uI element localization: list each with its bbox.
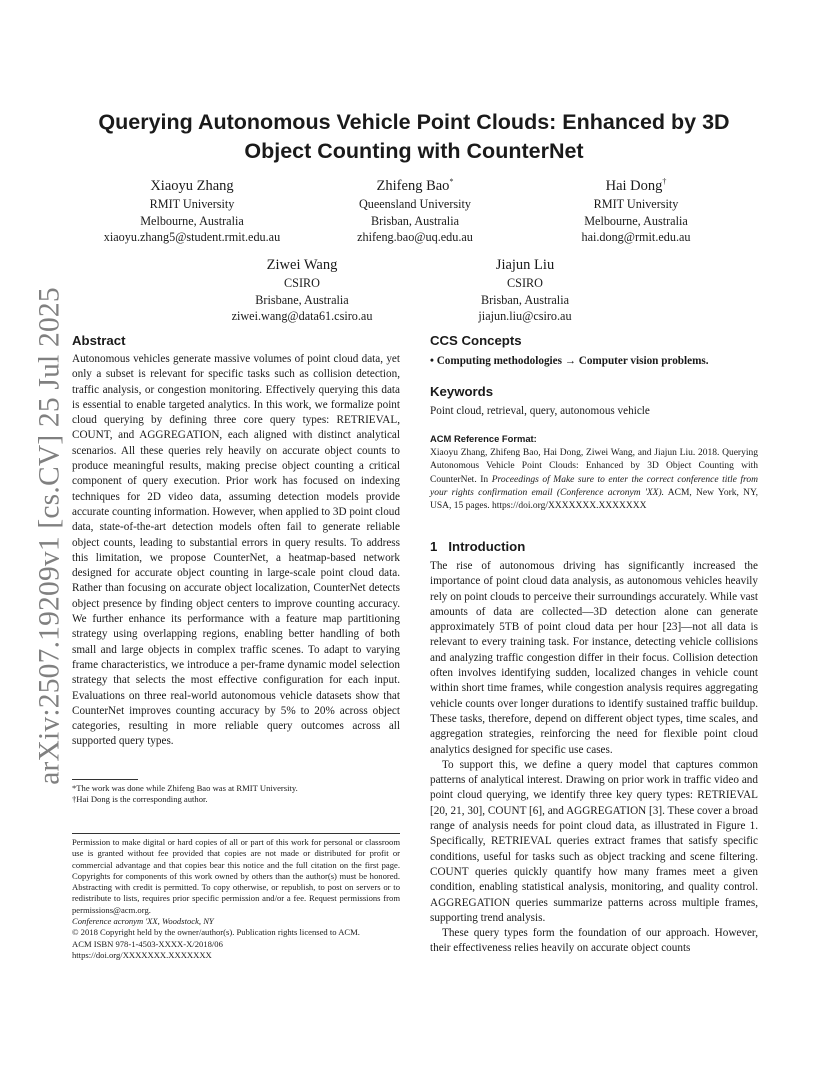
author-affiliation: CSIRO: [284, 276, 320, 290]
author-name: Ziwei Wang: [266, 257, 338, 273]
author-location: Melbourne, Australia: [140, 213, 244, 228]
author-location: Brisban, Australia: [370, 213, 459, 228]
isbn-line: ACM ISBN 978-1-4503-XXXX-X/2018/06: [72, 938, 223, 949]
introduction-paragraph-1: The rise of autonomous driving has significantly increased the importance of point cloud data analysis, as autonomous vehicles heavily rely on point clouds to perceive their surroundings accurately. While vast amounts of data are collected—3D detection alone can generate approximately 5TB of point cloud data per hour [23]—not all data is relevant to every training task. For instance, detecting vehicle collisions and analyzing traffic congestion differ in their focus. Collision detection often involves identifying sudden, localized changes in vehicle count within short time frames, while congestion analysis requires aggregating vehicle counts over longer durations to identify sustained traffic buildup. These tasks, therefore, depend on different object types, time scales, and aggregation strategies, reinforcing the need for flexible point cloud analytics designed for specific use cases.: [430, 560, 758, 756]
keywords-text: Point cloud, retrieval, query, autonomous vehicle: [430, 405, 650, 417]
author-name: Hai Dong†: [605, 177, 667, 194]
author-block-1: [82, 177, 302, 246]
author-name: Xiaoyu Zhang: [150, 178, 234, 194]
footnote-rule: [72, 779, 138, 780]
section-title: Introduction: [448, 539, 526, 554]
introduction-paragraph-3: These query types form the foundation of our approach. However, their effectiveness relies heavily on accurate object counts: [430, 927, 758, 955]
author-location: Brisban, Australia: [480, 292, 569, 307]
abstract-text: Autonomous vehicles generate massive volumes of point cloud data, yet only a subset is relevant for specific tasks such as collision detection, traffic analysis, or congestion monitoring. Effectively querying this data is essential to enable targeted analytics. In this work, we formalize point cloud querying by defining three core query types: RETRIEVAL, COUNT, and AGGREGATION, each aligned with distinct analytical scenarios. All these queries rely heavily on accurate object counts to produce meaningful results, making precise object counting a critical component of query execution. Prior work has focused on indexing techniques for 2D video data, assuming detection models provide accurate counting information. However, when applied to 3D point cloud data, state-of-the-art detection models often fail to generate reliable object counts, leading to substantial errors in query results. To address this limitation, we propose CounterNet, a heatmap-based network designed for accurate object counting in large-scale point cloud data. Rather than focusing on accurate object localization, CounterNet detects object presence by finding object centers to improve counting accuracy. We further enhance its performance with a feature map partitioning strategy using overlapping regions, enabling better handling of both small and large objects in complex traffic scenes. To adapt to varying frame characteristics, we introduce a per-frame dynamic model selection strategy that selects the most effective configuration for each input. Evaluations on three real-world autonomous vehicle datasets show that CounterNet improves counting accuracy by 5% to 20% across object categories, resulting in more reliable query outcomes across all supported query types.: [72, 353, 400, 748]
copyright-line: © 2018 Copyright held by the owner/author(s). Publication rights licensed to ACM.: [72, 927, 360, 938]
author-block-5: [425, 256, 625, 325]
author-block-3: [536, 177, 736, 246]
author-block-4: [202, 256, 402, 325]
doi-line: https://doi.org/XXXXXXX.XXXXXXX: [72, 949, 212, 960]
ccs-concepts-section: [430, 333, 758, 369]
author-footnote-mark: †: [662, 177, 667, 187]
paper-title-line-2: Object Counting with CounterNet: [244, 139, 584, 163]
author-block-2: [315, 177, 515, 246]
ccs-item: • Computing methodologies → Computer vision problems.: [430, 355, 709, 367]
introduction-section: [430, 539, 758, 957]
paper-title: [70, 108, 758, 166]
author-name: Zhifeng Bao*: [376, 177, 454, 194]
author-location: Melbourne, Australia: [584, 213, 688, 228]
permission-rule: [72, 833, 400, 834]
acm-reference-citation: Xiaoyu Zhang, Zhifeng Bao, Hai Dong, Ziwei Wang, and Jiajun Liu. 2018. Querying Autonomous Vehicle Point Clouds: Enhanced by 3D Object Counting with CounterNet. In: [430, 448, 758, 485]
footnote-2: †Hai Dong is the corresponding author.: [72, 794, 208, 805]
author-email: jiajun.liu@csiro.au: [478, 309, 572, 323]
author-email: zhifeng.bao@uq.edu.au: [357, 230, 473, 244]
author-location: Brisbane, Australia: [255, 292, 349, 307]
author-affiliation: RMIT University: [149, 197, 235, 211]
ccs-heading: CCS Concepts: [430, 333, 522, 348]
permission-block: [72, 833, 400, 961]
author-affiliation: Queensland University: [358, 197, 472, 211]
acm-reference-publisher: ACM, New York, NY, USA, 15 pages. https://doi.org/XXXXXXX.XXXXXXX: [430, 487, 758, 512]
keywords-section: [430, 384, 758, 419]
section-number: 1: [430, 539, 438, 554]
introduction-heading: [430, 539, 758, 554]
author-footnote-mark: *: [449, 177, 454, 187]
author-email: xiaoyu.zhang5@student.rmit.edu.au: [103, 230, 281, 244]
acm-reference-label: ACM Reference Format:: [430, 433, 537, 444]
abstract-section: [72, 333, 400, 750]
author-email: ziwei.wang@data61.csiro.au: [231, 309, 373, 323]
introduction-paragraph-2: To support this, we define a query model that captures common patterns of analytical interest. Drawing on prior work in traffic video and point cloud querying, we identify three key query types: RETRIEVAL [20, 21, 30], COUNT [6], and AGGREGATION [3]. These cover a broad range of analysis needs for point cloud data, as illustrated in Figure 1. Specifically, RETRIEVAL queries extract frames that satisfy specific conditions, useful for tasks such as object tracking and scene filtering. COUNT queries quickly quantify how many frames meet a given condition, enabling statistical analysis, monitoring, and quality control. AGGREGATION queries summarize patterns across multiple frames, supporting trend analysis.: [430, 758, 758, 924]
arxiv-identifier-stamp: arXiv:2507.19209v1 [cs.CV] 25 Jul 2025: [33, 287, 66, 785]
footnote-1: *The work was done while Zhifeng Bao was at RMIT University.: [72, 783, 298, 793]
keywords-heading: Keywords: [430, 384, 494, 399]
acm-reference-section: [430, 433, 758, 513]
author-affiliation: RMIT University: [593, 197, 679, 211]
author-affiliation: CSIRO: [507, 276, 543, 290]
paper-title-line-1: Querying Autonomous Vehicle Point Clouds: Enhanced by 3D: [98, 110, 730, 134]
conference-info: Conference acronym 'XX, Woodstock, NY: [72, 916, 214, 927]
permission-text: Permission to make digital or hard copies of all or part of this work for personal or classroom use is granted without fee provided that copies are not made or distributed for profit or commercial advantage and that copies bear this notice and the full citation on the first page. Copyrights for components of this work owned by others than the author(s) must be honored. Abstracting with credit is permitted. To copy otherwise, or republish, to post on servers or to redistribute to lists, requires prior specific permission and/or a fee. Request permissions from permissions@acm.org.: [72, 837, 400, 915]
acm-reference-proceedings: Proceedings of Make sure to enter the correct conference title from your rights confirmation email (Conference acronym 'XX).: [430, 474, 758, 498]
acm-reference-text: [430, 447, 758, 513]
author-email: hai.dong@rmit.edu.au: [581, 230, 691, 244]
author-name: Jiajun Liu: [495, 257, 555, 273]
footnotes: [72, 779, 400, 806]
abstract-heading: Abstract: [72, 333, 126, 348]
